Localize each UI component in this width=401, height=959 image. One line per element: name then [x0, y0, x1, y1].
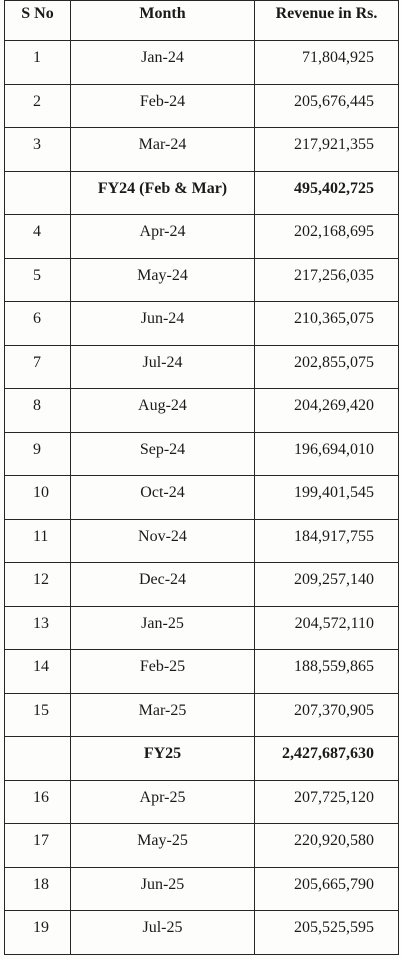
- cell-revenue: 202,855,075: [255, 345, 399, 389]
- cell-month: FY24 (Feb & Mar): [71, 171, 255, 215]
- header-revenue: Revenue in Rs.: [255, 1, 399, 41]
- cell-revenue: 217,921,355: [255, 128, 399, 172]
- cell-sno: 15: [5, 693, 71, 737]
- cell-sno: 2: [5, 84, 71, 128]
- cell-revenue: 204,572,110: [255, 606, 399, 650]
- cell-month: Mar-25: [71, 693, 255, 737]
- cell-revenue: 207,725,120: [255, 780, 399, 824]
- table-row: [5, 780, 399, 824]
- cell-revenue: 220,920,580: [255, 824, 399, 868]
- table-row: [5, 476, 399, 520]
- cell-sno: 13: [5, 606, 71, 650]
- cell-month: Jan-24: [71, 41, 255, 85]
- cell-month: Sep-24: [71, 432, 255, 476]
- cell-sno: [5, 737, 71, 781]
- cell-month: Nov-24: [71, 519, 255, 563]
- header-row: [5, 1, 399, 41]
- cell-month: FY25: [71, 737, 255, 781]
- cell-revenue: 188,559,865: [255, 650, 399, 694]
- cell-sno: 18: [5, 867, 71, 911]
- cell-sno: [5, 171, 71, 215]
- cell-month: Feb-25: [71, 650, 255, 694]
- table-row: [5, 519, 399, 563]
- cell-month: Dec-24: [71, 563, 255, 607]
- cell-sno: 7: [5, 345, 71, 389]
- cell-sno: 3: [5, 128, 71, 172]
- cell-revenue: 196,694,010: [255, 432, 399, 476]
- cell-month: Jun-24: [71, 302, 255, 346]
- table-row: [5, 650, 399, 694]
- cell-sno: 10: [5, 476, 71, 520]
- cell-month: May-25: [71, 824, 255, 868]
- cell-sno: 8: [5, 389, 71, 433]
- cell-sno: 6: [5, 302, 71, 346]
- cell-revenue: 204,269,420: [255, 389, 399, 433]
- table-row-total: [5, 171, 399, 215]
- cell-month: Mar-24: [71, 128, 255, 172]
- cell-sno: 14: [5, 650, 71, 694]
- table-row: [5, 258, 399, 302]
- cell-revenue: 205,525,595: [255, 911, 399, 955]
- cell-sno: 12: [5, 563, 71, 607]
- cell-month: May-24: [71, 258, 255, 302]
- cell-month: Apr-24: [71, 215, 255, 259]
- table-row: [5, 215, 399, 259]
- cell-revenue: 210,365,075: [255, 302, 399, 346]
- cell-sno: 17: [5, 824, 71, 868]
- table-row: [5, 432, 399, 476]
- cell-month: Jan-25: [71, 606, 255, 650]
- cell-sno: 4: [5, 215, 71, 259]
- table-row: [5, 563, 399, 607]
- table-header: [5, 1, 399, 41]
- cell-month: Jul-25: [71, 911, 255, 955]
- cell-revenue: 205,665,790: [255, 867, 399, 911]
- table-row: [5, 693, 399, 737]
- table-row: [5, 389, 399, 433]
- table-row: [5, 824, 399, 868]
- table-row: [5, 911, 399, 955]
- cell-revenue: 217,256,035: [255, 258, 399, 302]
- header-sno: S No: [5, 1, 71, 41]
- cell-month: Jul-24: [71, 345, 255, 389]
- header-month: Month: [71, 1, 255, 41]
- cell-sno: 5: [5, 258, 71, 302]
- cell-revenue: 71,804,925: [255, 41, 399, 85]
- cell-month: Jun-25: [71, 867, 255, 911]
- cell-revenue: 2,427,687,630: [255, 737, 399, 781]
- cell-sno: 9: [5, 432, 71, 476]
- cell-revenue: 209,257,140: [255, 563, 399, 607]
- revenue-table: [4, 0, 399, 955]
- cell-month: Aug-24: [71, 389, 255, 433]
- cell-revenue: 207,370,905: [255, 693, 399, 737]
- cell-month: Feb-24: [71, 84, 255, 128]
- cell-sno: 19: [5, 911, 71, 955]
- cell-month: Oct-24: [71, 476, 255, 520]
- table-row: [5, 84, 399, 128]
- cell-revenue: 184,917,755: [255, 519, 399, 563]
- table-row: [5, 345, 399, 389]
- cell-revenue: 205,676,445: [255, 84, 399, 128]
- table-row: [5, 606, 399, 650]
- cell-sno: 16: [5, 780, 71, 824]
- table-row-total: [5, 737, 399, 781]
- cell-month: Apr-25: [71, 780, 255, 824]
- table-row: [5, 128, 399, 172]
- cell-revenue: 495,402,725: [255, 171, 399, 215]
- cell-sno: 1: [5, 41, 71, 85]
- cell-revenue: 202,168,695: [255, 215, 399, 259]
- table-row: [5, 302, 399, 346]
- cell-revenue: 199,401,545: [255, 476, 399, 520]
- table-body: [5, 41, 399, 955]
- table-row: [5, 867, 399, 911]
- cell-sno: 11: [5, 519, 71, 563]
- table-row: [5, 41, 399, 85]
